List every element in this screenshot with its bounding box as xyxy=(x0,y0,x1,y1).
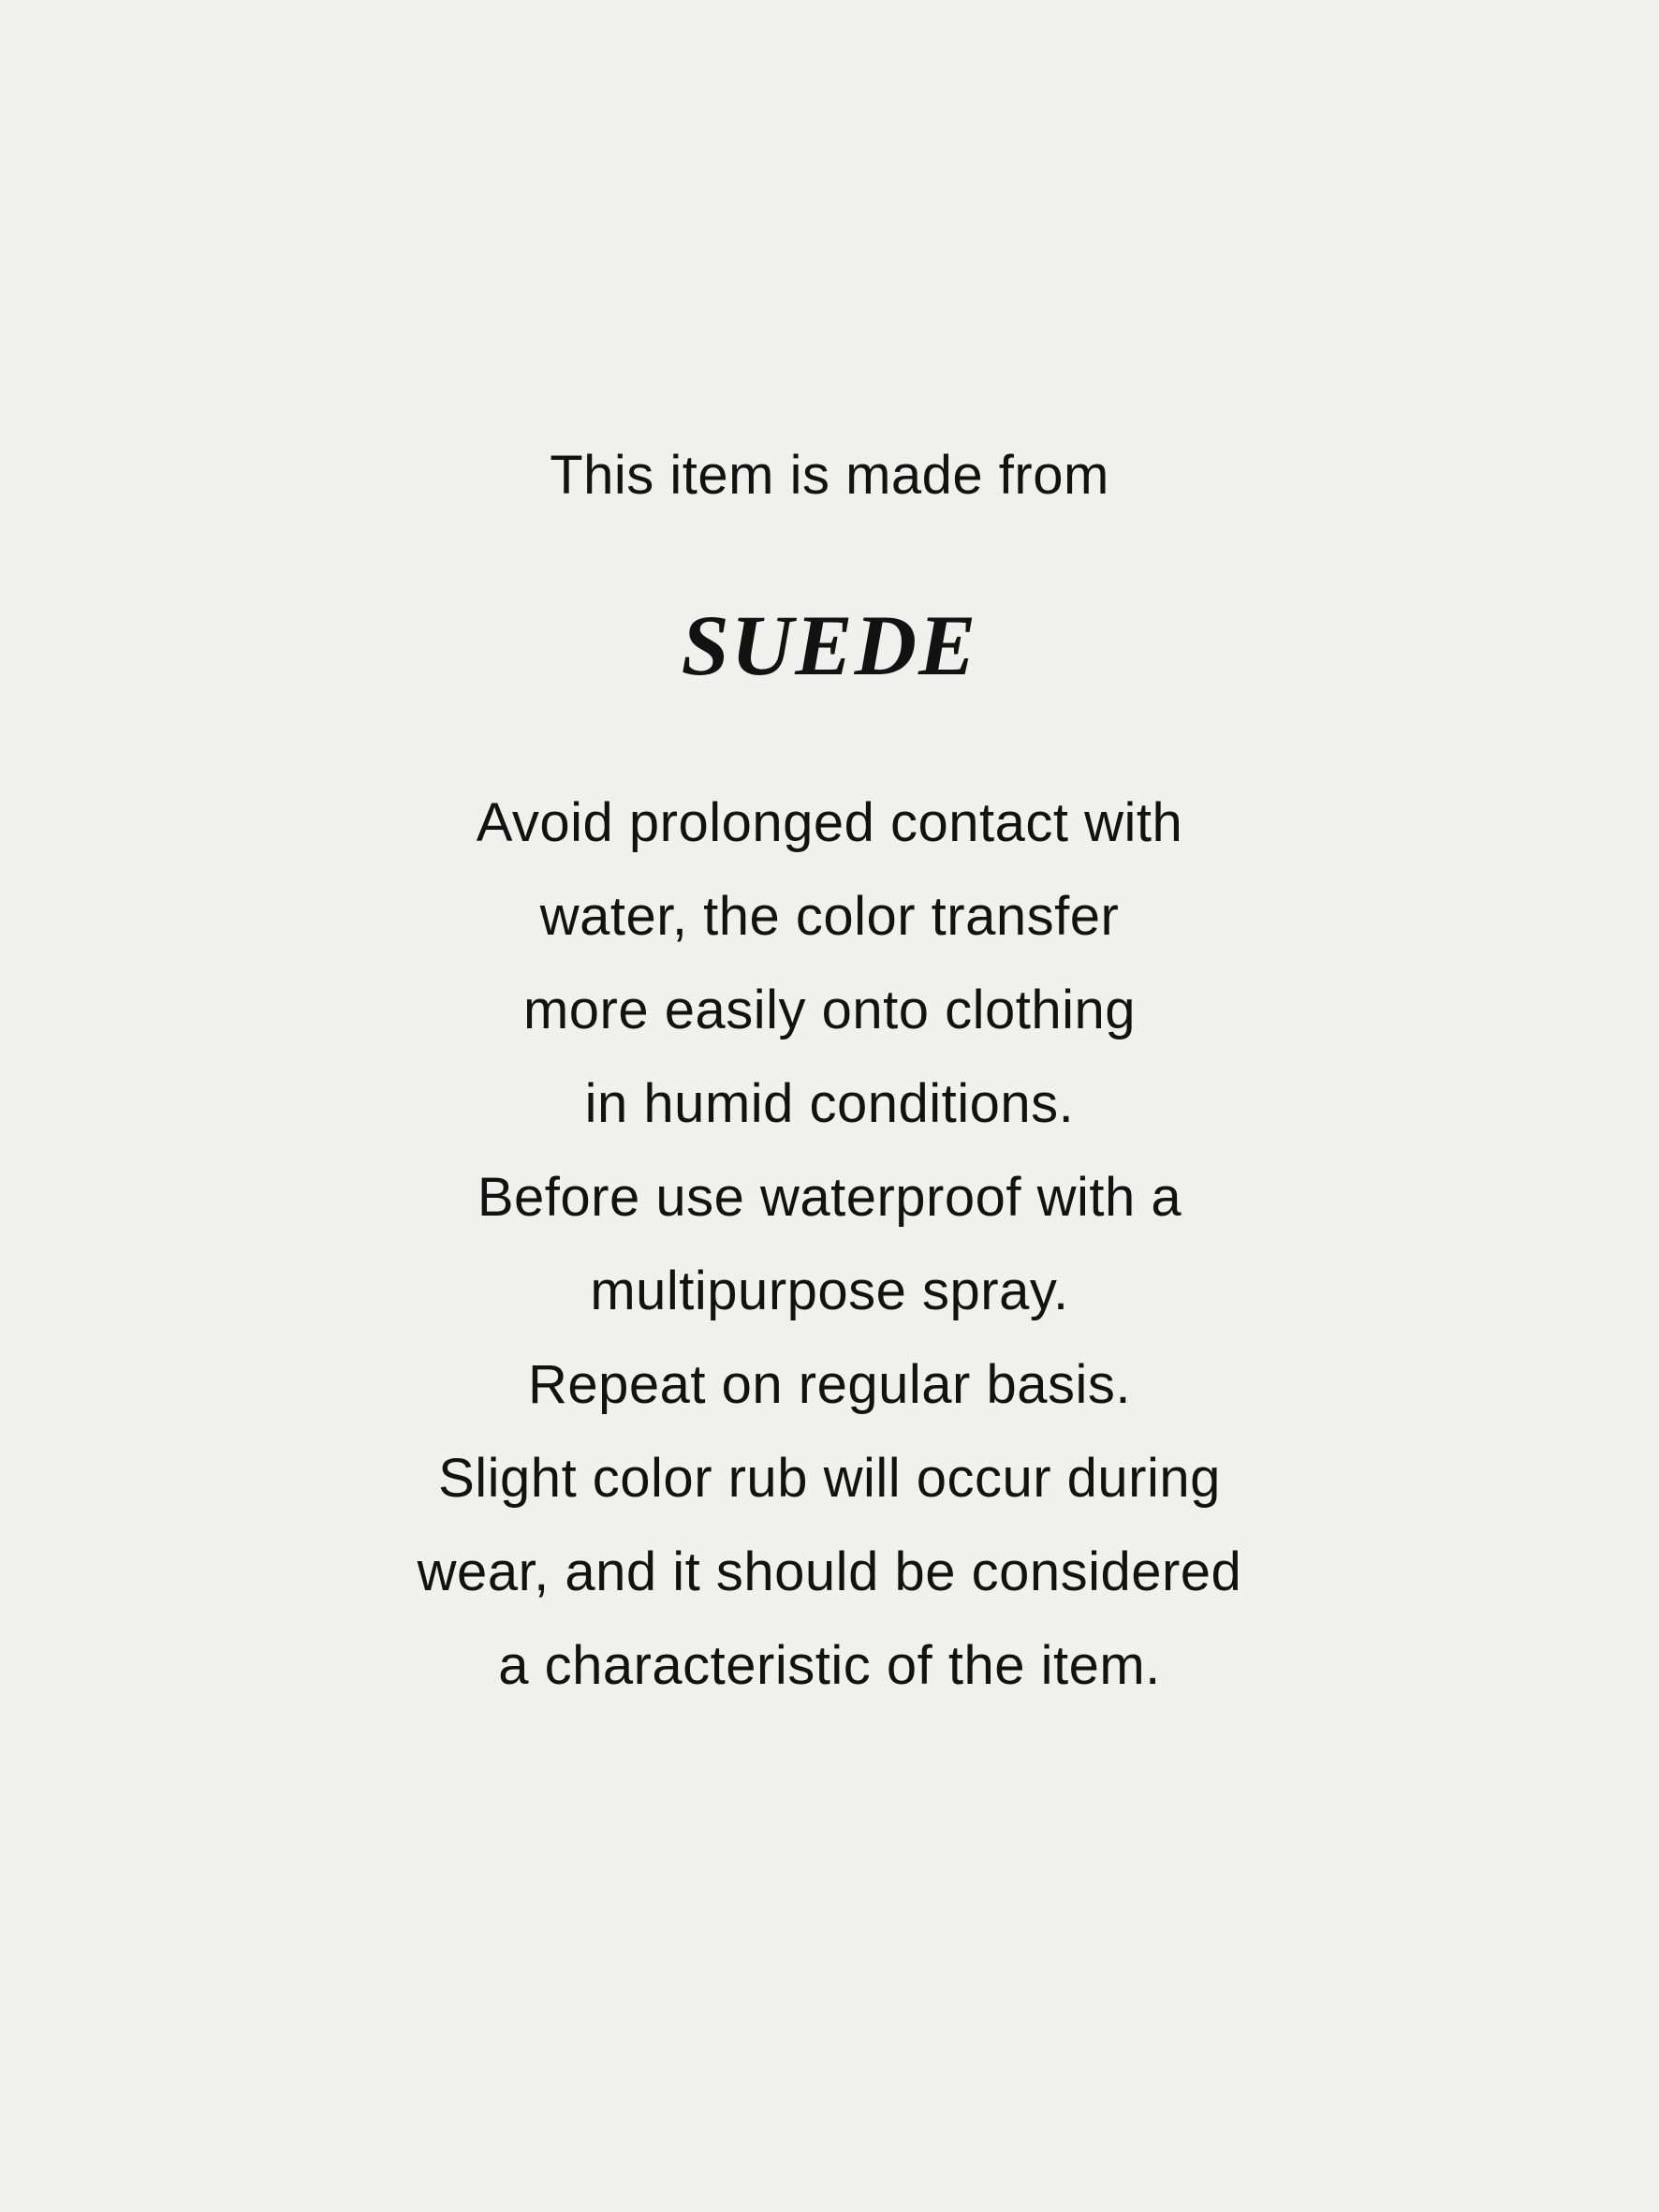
care-line: more easily onto clothing xyxy=(522,980,1137,1040)
care-line: in humid conditions. xyxy=(584,1073,1075,1134)
care-line: Avoid prolonged contact with xyxy=(476,792,1183,853)
care-line: Slight color rub will occur during xyxy=(438,1448,1221,1509)
care-line: water, the color transfer xyxy=(539,886,1120,947)
care-line: wear, and it should be considered xyxy=(417,1541,1242,1602)
care-line: Before use waterproof with a xyxy=(477,1167,1182,1228)
material-heading: SUEDE xyxy=(681,597,978,693)
care-line: multipurpose spray. xyxy=(590,1261,1069,1321)
intro-text: This item is made from xyxy=(550,445,1109,506)
care-line: Repeat on regular basis. xyxy=(528,1354,1131,1415)
care-line: a characteristic of the item. xyxy=(498,1635,1161,1696)
care-instructions xyxy=(0,776,1659,1713)
